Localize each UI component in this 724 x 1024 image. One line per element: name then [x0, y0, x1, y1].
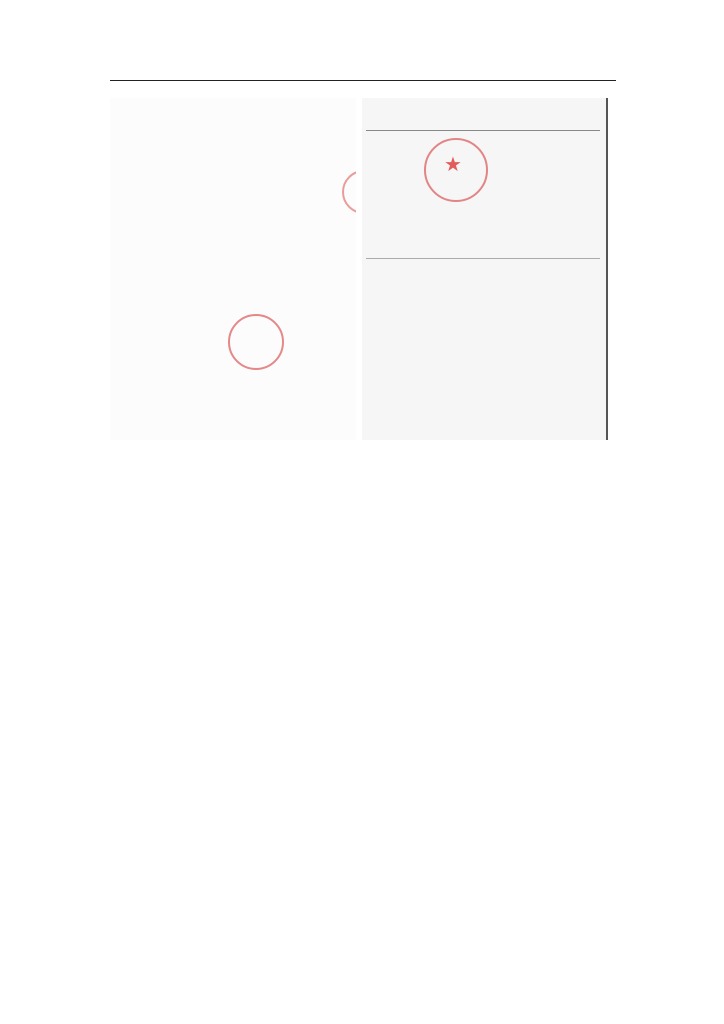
company-seal: [228, 314, 284, 370]
scan-signature-page: [362, 98, 608, 440]
header-rule: [110, 80, 616, 81]
scan-cover-page: [110, 98, 356, 440]
scan-divider: [366, 258, 600, 259]
scan-header-rule: [366, 130, 600, 131]
partial-seal: [342, 170, 356, 214]
seal-star-icon: ★: [444, 152, 462, 176]
